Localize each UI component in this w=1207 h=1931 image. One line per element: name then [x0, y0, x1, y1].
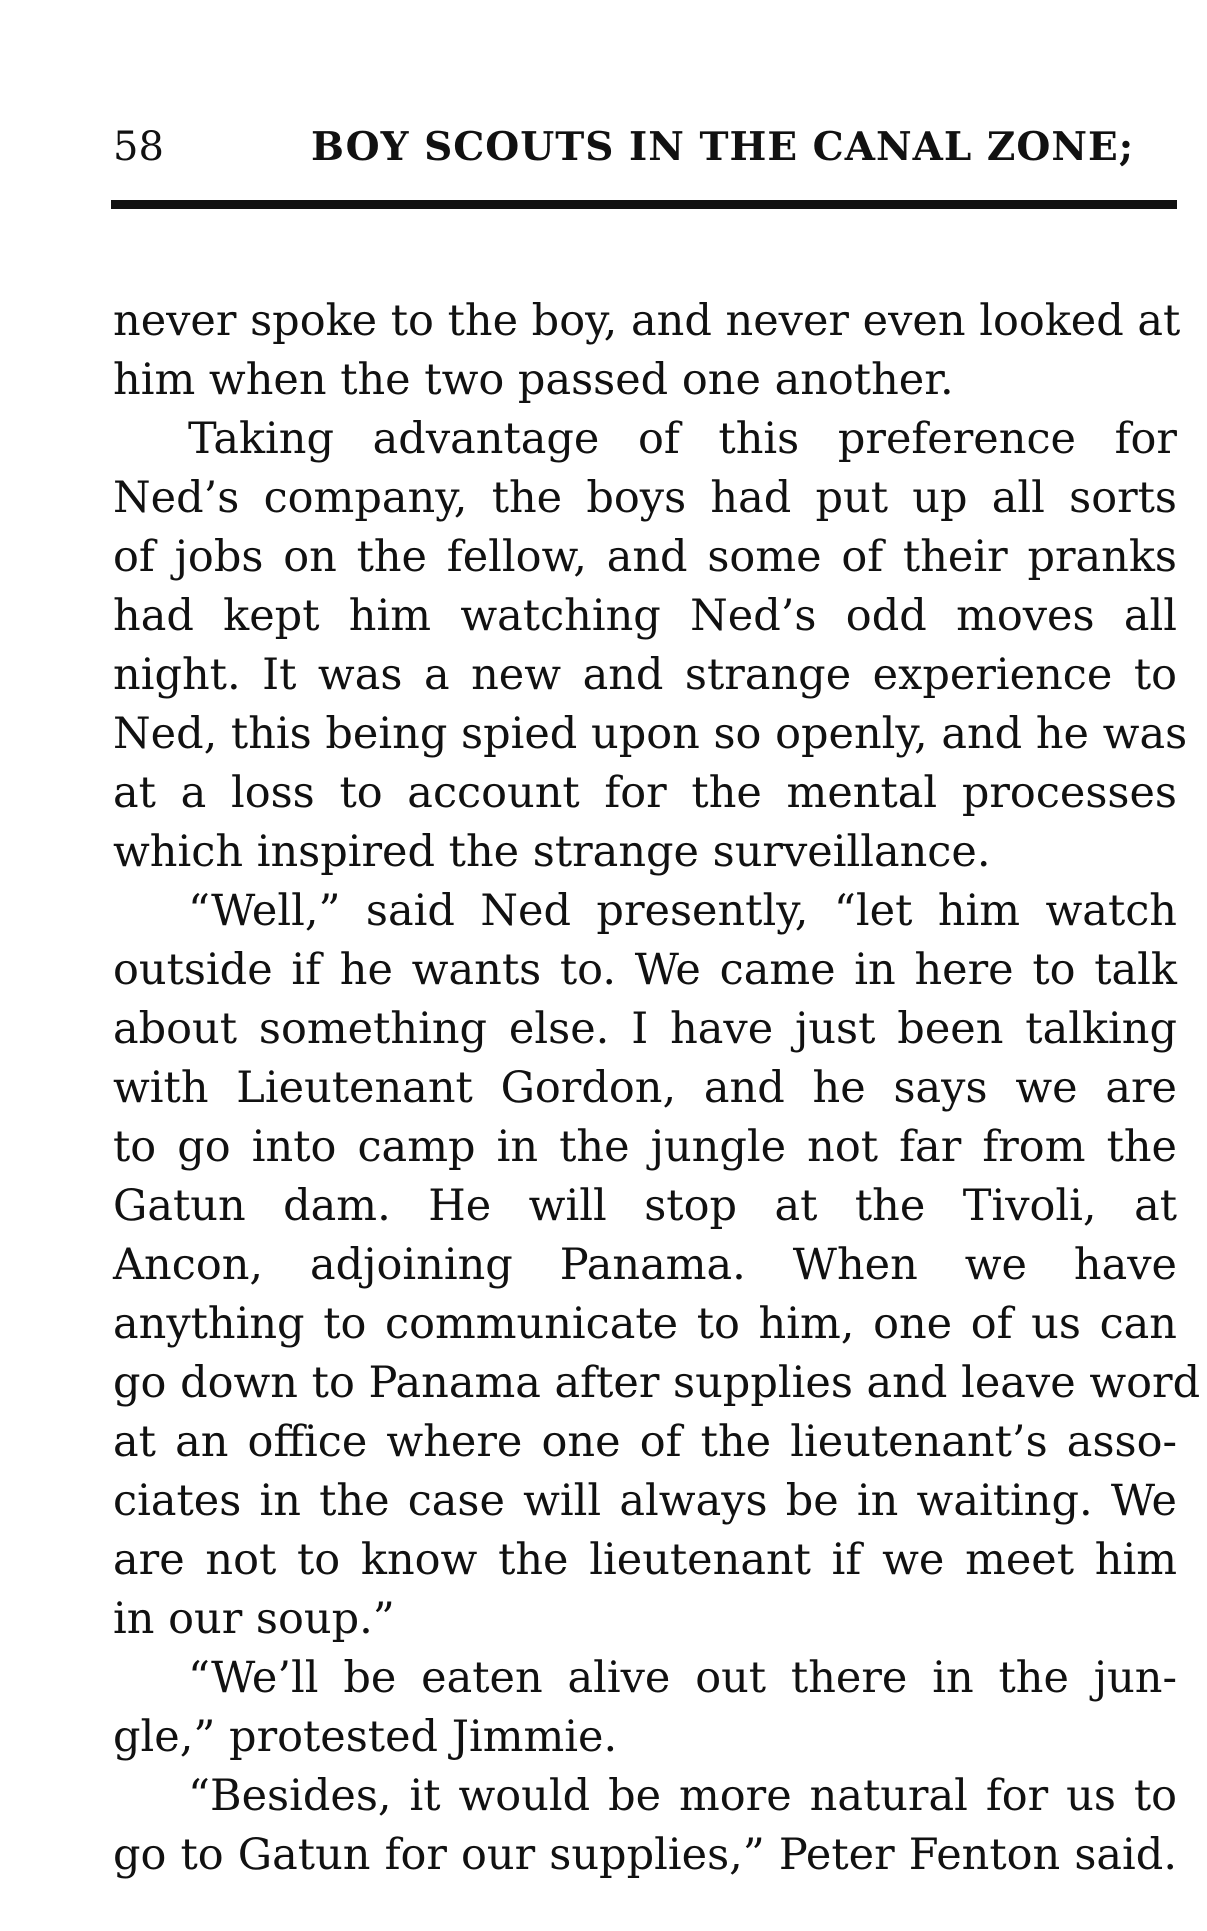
text-line: to go into camp in the jungle not far from the [113, 1122, 1177, 1172]
text-line: at a loss to account for the mental processes [113, 768, 1177, 818]
text-line: with Lieutenant Gordon, and he says we are [113, 1063, 1177, 1113]
text-line: go to Gatun for our supplies,” Peter Fenton said. [113, 1830, 1177, 1880]
text-line: of jobs on the fellow, and some of their pranks [113, 532, 1177, 582]
text-line: never spoke to the boy, and never even looked at [113, 296, 1181, 346]
text-line: Taking advantage of this preference for [188, 414, 1177, 464]
text-line: Ned’s company, the boys had put up all sorts [113, 473, 1177, 523]
text-line: Ancon, adjoining Panama. When we have [113, 1240, 1177, 1290]
text-line: “We’ll be eaten alive out there in the jun- [188, 1653, 1177, 1703]
text-line: anything to communicate to him, one of us can [113, 1299, 1177, 1349]
page-header [113, 120, 1177, 180]
page-body [113, 292, 1201, 1885]
text-line: had kept him watching Ned’s odd moves all [113, 591, 1177, 641]
text-line: him when the two passed one another. [113, 355, 954, 405]
text-line: are not to know the lieutenant if we meet him [113, 1535, 1177, 1585]
text-line: at an office where one of the lieutenant’s asso- [113, 1417, 1177, 1467]
text-line: “Besides, it would be more natural for us to [188, 1771, 1177, 1821]
text-line: night. It was a new and strange experience to [113, 650, 1177, 700]
text-line: gle,” protested Jimmie. [113, 1712, 618, 1762]
text-line: “Well,” said Ned presently, “let him watch [188, 886, 1177, 936]
running-title: BOY SCOUTS IN THE CANAL ZONE; [311, 124, 1135, 170]
text-line: about something else. I have just been talking [113, 1004, 1177, 1054]
text-line: which inspired the strange surveillance. [113, 827, 991, 877]
text-line: Gatun dam. He will stop at the Tivoli, at [113, 1181, 1177, 1231]
text-line: outside if he wants to. We came in here to talk [113, 945, 1177, 995]
header-rule [111, 200, 1177, 209]
text-line: Ned, this being spied upon so openly, and he was [113, 709, 1188, 759]
text-line: go down to Panama after supplies and leave word [113, 1358, 1201, 1408]
text-line: in our soup.” [113, 1594, 395, 1644]
text-line: ciates in the case will always be in waiting. We [113, 1476, 1177, 1526]
page-number: 58 [113, 124, 164, 170]
